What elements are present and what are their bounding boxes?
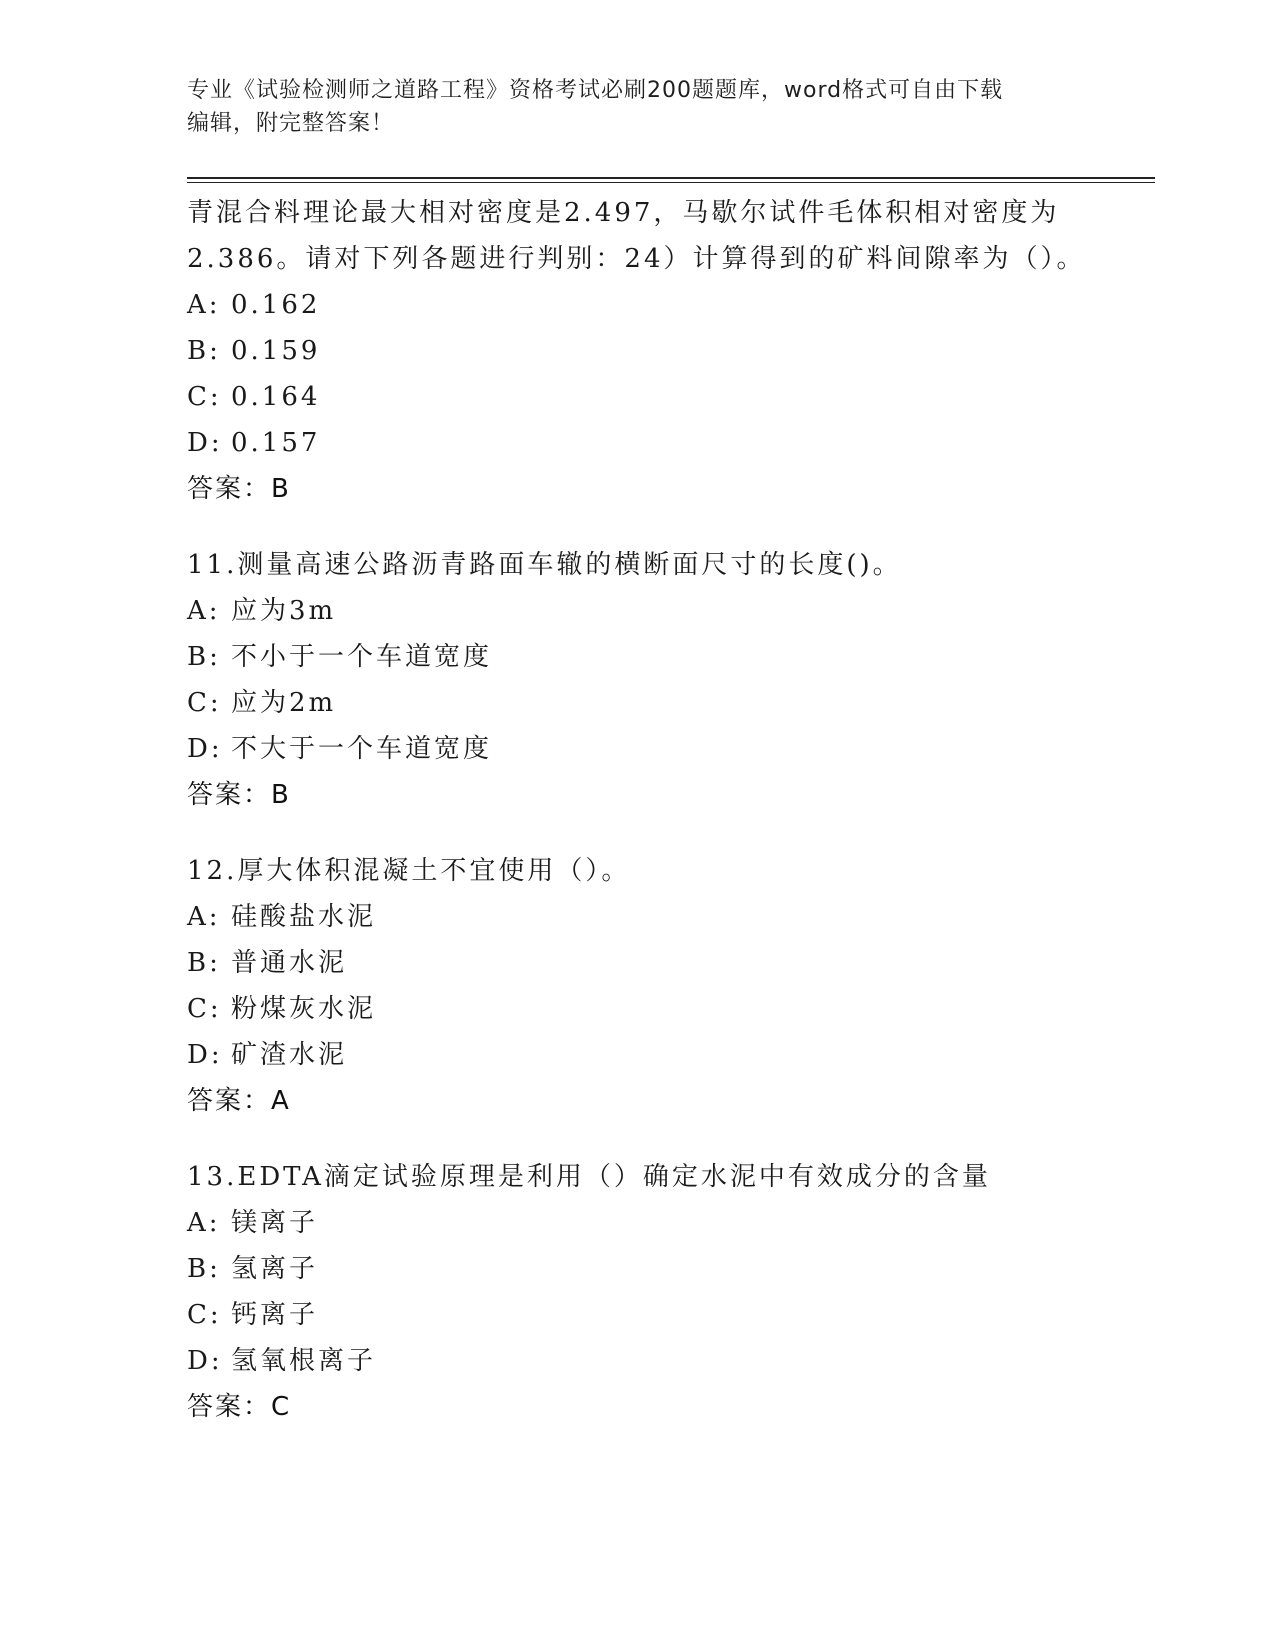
- question-12: [187, 848, 1155, 1124]
- option-letter: D:: [187, 1040, 223, 1070]
- question-list: [187, 190, 1155, 1460]
- option-text: 应为2m: [231, 688, 337, 718]
- question-text-line: 青混合料理论最大相对密度是2.497，马歇尔试件毛体积相对密度为: [187, 198, 1060, 228]
- option-letter: B:: [187, 1254, 221, 1284]
- answer-label: 答案：B: [187, 780, 291, 810]
- option-c: [187, 374, 1155, 420]
- option-letter: C:: [187, 1300, 222, 1330]
- option-letter: A:: [187, 1208, 221, 1238]
- option-text: 0.164: [231, 382, 321, 412]
- option-c: [187, 680, 1155, 726]
- option-text: 普通水泥: [231, 948, 348, 978]
- question-text-line: 12.厚大体积混凝土不宜使用（）。: [187, 856, 631, 886]
- question-10: [187, 190, 1155, 512]
- option-letter: D:: [187, 428, 223, 458]
- option-a: [187, 894, 1155, 940]
- option-text: 矿渣水泥: [231, 1040, 348, 1070]
- option-text: 钙离子: [231, 1300, 319, 1330]
- option-letter: A:: [187, 290, 221, 320]
- question-11: [187, 542, 1155, 818]
- answer-label: 答案：A: [187, 1086, 291, 1116]
- header-divider-thin: [187, 182, 1155, 183]
- question-text-line: 11.测量高速公路沥青路面车辙的横断面尺寸的长度()。: [187, 550, 902, 580]
- option-letter: C:: [187, 382, 222, 412]
- option-text: 0.162: [231, 290, 321, 320]
- option-letter: C:: [187, 688, 222, 718]
- option-text: 粉煤灰水泥: [231, 994, 377, 1024]
- option-d: [187, 726, 1155, 772]
- option-b: [187, 1246, 1155, 1292]
- option-text: 硅酸盐水泥: [231, 902, 377, 932]
- option-letter: D:: [187, 1346, 223, 1376]
- question-text-line: 13.EDTA滴定试验原理是利用（）确定水泥中有效成分的含量: [187, 1162, 991, 1192]
- option-b: [187, 328, 1155, 374]
- option-a: [187, 1200, 1155, 1246]
- document-header: [187, 74, 1087, 140]
- option-letter: C:: [187, 994, 222, 1024]
- option-letter: D:: [187, 734, 223, 764]
- option-text: 不大于一个车道宽度: [231, 734, 493, 764]
- option-letter: B:: [187, 642, 221, 672]
- header-title-line-1: 专业《试验检测师之道路工程》资格考试必刷200题题库，word格式可自由下载: [187, 78, 1004, 103]
- option-d: [187, 1338, 1155, 1384]
- option-a: [187, 588, 1155, 634]
- answer-label: 答案：B: [187, 474, 291, 504]
- option-c: [187, 1292, 1155, 1338]
- option-text: 应为3m: [231, 596, 337, 626]
- option-a: [187, 282, 1155, 328]
- option-d: [187, 420, 1155, 466]
- option-letter: B:: [187, 948, 221, 978]
- header-divider: [187, 177, 1155, 179]
- option-text: 0.157: [231, 428, 321, 458]
- option-letter: A:: [187, 596, 221, 626]
- option-b: [187, 634, 1155, 680]
- option-c: [187, 986, 1155, 1032]
- option-text: 不小于一个车道宽度: [231, 642, 493, 672]
- option-text: 0.159: [231, 336, 321, 366]
- answer-label: 答案：C: [187, 1392, 292, 1422]
- header-title-line-2: 编辑，附完整答案！: [187, 111, 395, 136]
- option-text: 镁离子: [231, 1208, 319, 1238]
- option-letter: B:: [187, 336, 221, 366]
- option-text: 氢氧根离子: [231, 1346, 377, 1376]
- option-d: [187, 1032, 1155, 1078]
- option-letter: A:: [187, 902, 221, 932]
- option-b: [187, 940, 1155, 986]
- option-text: 氢离子: [231, 1254, 319, 1284]
- question-text-line: 2.386。请对下列各题进行判别：24）计算得到的矿料间隙率为（）。: [187, 244, 1086, 274]
- question-13: [187, 1154, 1155, 1430]
